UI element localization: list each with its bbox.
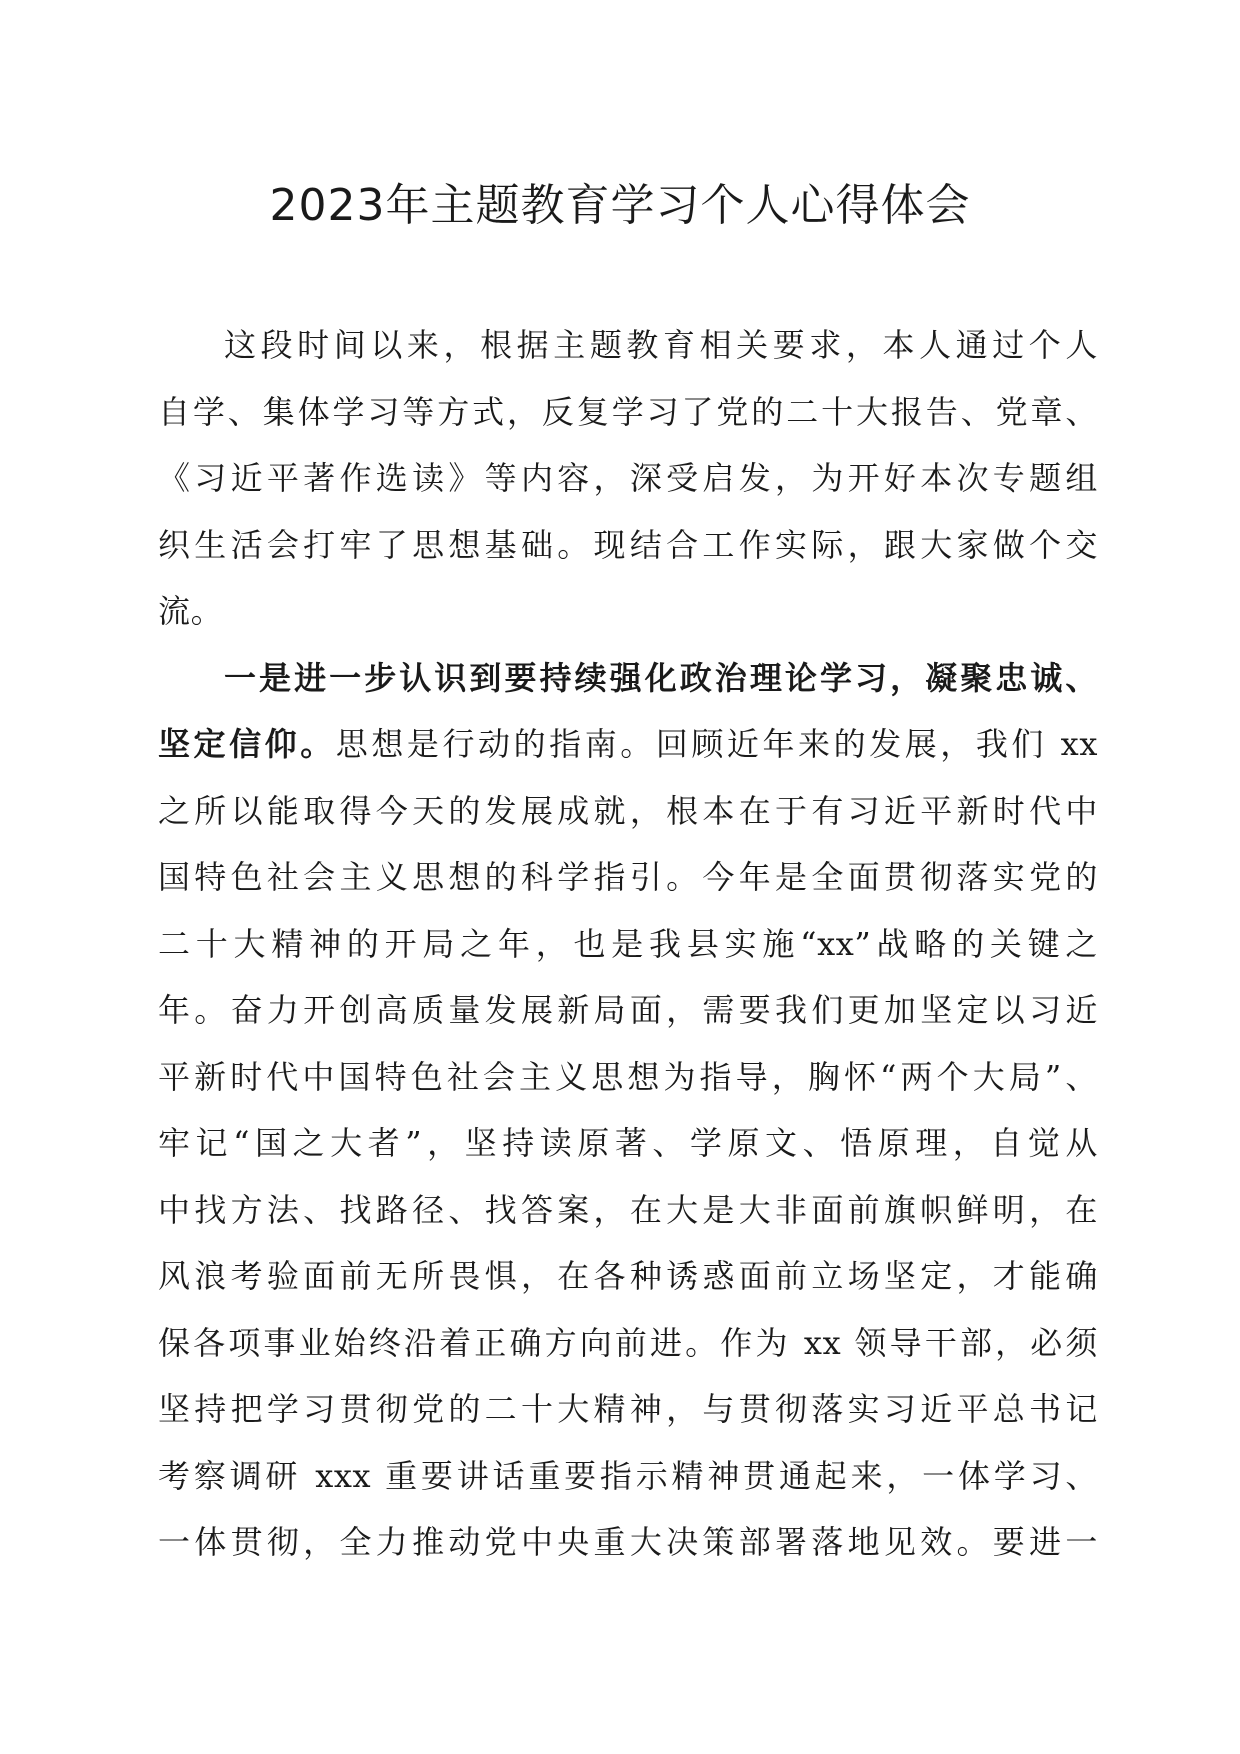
paragraph-1-line: 织生活会打牢了思想基础。现结合工作实际，跟大家做个交: [158, 525, 1098, 564]
paragraph-2-mixed-line: [158, 711, 1098, 778]
document-body: [158, 312, 1098, 1576]
paragraph-1-line: 这段时间以来，根据主题教育相关要求，本人通过个人: [224, 326, 1098, 364]
paragraph-2-line: 风浪考验面前无所畏惧，在各种诱惑面前立场坚定，才能确: [158, 1257, 1098, 1295]
paragraph-2-line: 年。奋力开创高质量发展新局面，需要我们更加坚定以习近: [158, 991, 1098, 1029]
paragraph-2-text: 思想是行动的指南。回顾近年来的发展，我们 xx: [335, 725, 1098, 763]
paragraph-1-line: 《习近平著作选读》等内容，深受启发，为开好本次专题组: [158, 459, 1098, 497]
paragraph-2-line: 二十大精神的开局之年，也是我县实施“xx”战略的关键之: [158, 924, 1098, 963]
paragraph-1-line: 流。: [158, 592, 224, 630]
section-heading-end: 坚定信仰。: [158, 725, 336, 763]
paragraph-2-line: 考察调研 xxx 重要讲话重要指示精神贯通起来，一体学习、: [158, 1456, 1098, 1495]
paragraph-2-line: 保各项事业始终沿着正确方向前进。作为 xx 领导干部，必须: [158, 1323, 1098, 1362]
section-heading-line: 一是进一步认识到要持续强化政治理论学习，凝聚忠诚、: [224, 658, 1098, 697]
paragraph-2-line: 平新时代中国特色社会主义思想为指导，胸怀“两个大局”、: [158, 1057, 1098, 1096]
paragraph-2-line: 中找方法、找路径、找答案，在大是大非面前旗帜鲜明，在: [158, 1190, 1098, 1229]
page-title: 2023年主题教育学习个人心得体会: [269, 180, 971, 231]
paragraph-2-line: 之所以能取得今天的发展成就，根本在于有习近平新时代中: [158, 791, 1098, 830]
paragraph-2-line: 牢记“国之大者”，坚持读原著、学原文、悟原理，自觉从: [158, 1124, 1098, 1162]
paragraph-2-line: 一体贯彻，全力推动党中央重大决策部署落地见效。要进一: [158, 1523, 1098, 1561]
paragraph-1-line: 自学、集体学习等方式，反复学习了党的二十大报告、党章、: [158, 392, 1098, 431]
paragraph-2-line: 坚持把学习贯彻党的二十大精神，与贯彻落实习近平总书记: [158, 1390, 1098, 1428]
paragraph-2-line: 国特色社会主义思想的科学指引。今年是全面贯彻落实党的: [158, 858, 1098, 896]
